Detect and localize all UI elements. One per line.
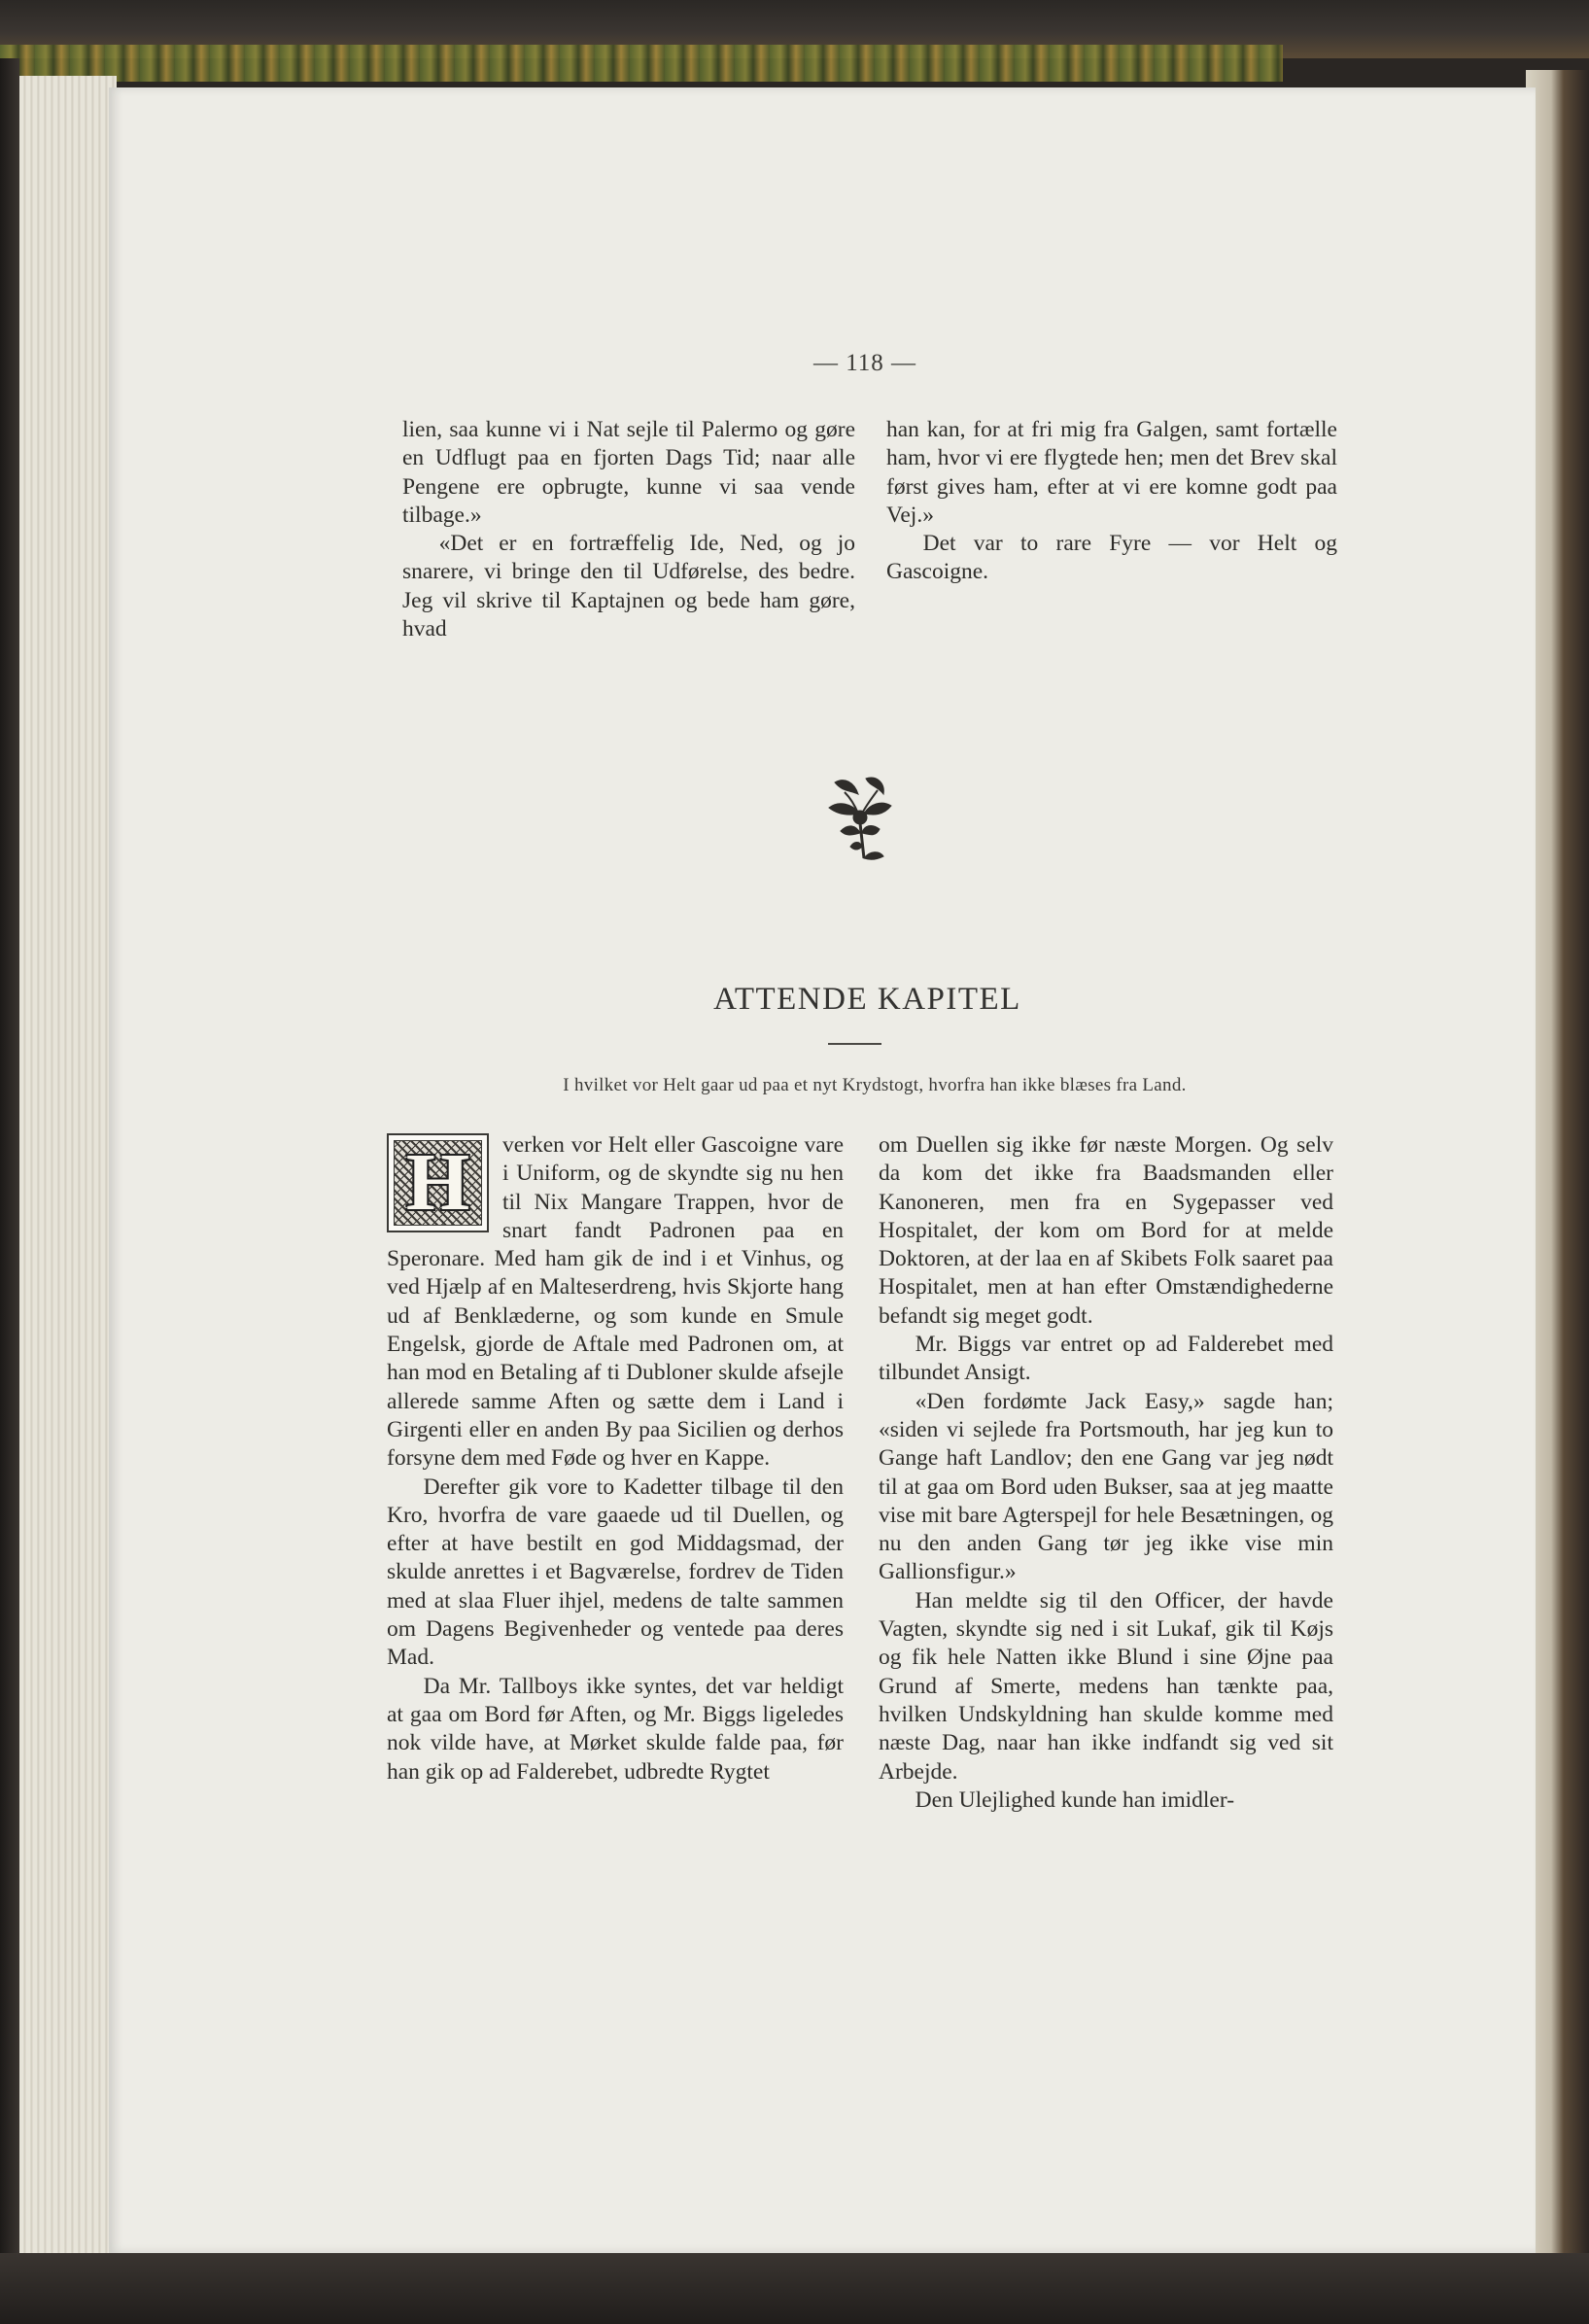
paragraph: Han meldte sig til den Officer, der havde Vagten, skyndte sig ned i sit Lukaf, gik til Køjs og fik hele Natten ikke Blund i sine Øjne paa Grund af Smerte, medens han tænkte paa, hvilken Undskyldning han skulde komme med næste Dag, naar han ikke indfandt sig ved sit Arbejde. [879,1587,1333,1785]
paragraph: Da Mr. Tallboys ikke syntes, det var heldigt at gaa om Bord før Aften, og Mr. Biggs ligeledes nok vilde have, at Mørket skulde falde paa, før han gik op ad Falderebet, udbredte Rygtet [387,1673,844,1785]
body-right-column [879,1131,1333,1815]
paragraph: lien, saa kunne vi i Nat sejle til Palermo og gøre en Udflugt paa en fjorten Dags Tid; naar alle Pengene ere opbrugte, kunne vi saa vende tilbage.» [402,417,855,528]
marbled-page-edge [0,45,1283,82]
page-number: — 118 — [812,350,917,376]
book-cover-bottom [0,2253,1589,2324]
decorated-initial [387,1133,489,1232]
paragraph: verken vor Helt eller Gascoigne vare i Uniform, og de skyndte sig nu hen til Nix Mangare Trappen, hvor de snart fandt Padronen paa en Speronare. Med ham gik de ind i et Vinhus, og ved Hjælp af en Malteserdreng, hvis Skjorte hang ud af Benklæderne, og som kunde en Smule Engelsk, gjorde de Aftale med Padronen om, at han mod en Betaling af ti Dubloner skulde afsejle allerede samme Aften og sætte dem i Land i Girgenti eller en anden By paa Sicilien og derhos forsyne dem med Føde og hver en Kappe. [387,1132,844,1472]
chapter-synopsis: I hvilket vor Helt gaar ud paa et nyt Krydstogt, hvorfra han ikke blæses fra Land. [563,1075,1187,1095]
paragraph: om Duellen sig ikke før næste Morgen. Og selv da kom det ikke fra Baadsmanden eller Kanoneren, men fra en Sygepasser ved Hospitalet, der kom om Bord for at melde Doktoren, at der laa en af Skibets Folk saaret paa Hospitalet, men at han efter Omstændighederne befandt sig meget godt. [879,1132,1333,1329]
paragraph: «Det er en fortræffelig Ide, Ned, og jo snarere, vi bringe den til Udførelse, des bedre. Jeg vil skrive til Kaptajnen og bede ham gøre, hvad [402,531,855,642]
paragraph: Det var to rare Fyre — vor Helt og Gascoigne. [886,531,1337,585]
page-stack-edge [19,76,117,2258]
book-binding [0,58,19,2255]
title-rule [828,1043,881,1045]
paragraph: Derefter gik vore to Kadetter tilbage til den Kro, hvorfra de vare gaaede ud til Duellen, og efter at have bestilt en god Middagsmad, der skulde anrettes i et Bagværelse, fordrev de Tiden med at slaa Fluer ihjel, medens de talte sammen om Dagens Begivenheder og ventede paa deres Mad. [387,1474,844,1671]
chapter-title: ATTENDE KAPITEL [713,982,1021,1017]
top-right-column [886,416,1337,587]
body-left-column [387,1131,844,1786]
paragraph: «Den fordømte Jack Easy,» sagde han; «siden vi sejlede fra Portsmouth, har jeg kun to Gange haft Landlov; den ene Gang var jeg nødt til at gaa om Bord uden Bukser, saa at jeg maatte vise mit bare Agterspejl for hele Besætningen, og nu den anden Gang tør jeg ikke vise min Gallionsfigur.» [879,1388,1333,1585]
initial-letter: H [405,1137,470,1228]
floral-ornament-icon [821,773,899,862]
top-left-column [402,416,855,643]
paragraph: Den Ulejlighed kunde han imidler- [915,1786,1235,1813]
paragraph: han kan, for at fri mig fra Galgen, samt fortælle ham, hvor vi ere flygtede hen; men det Brev skal først gives ham, efter at vi ere komne godt paa Vej.» [886,417,1337,528]
paragraph: Mr. Biggs var entret op ad Falderebet med tilbundet Ansigt. [879,1332,1333,1386]
